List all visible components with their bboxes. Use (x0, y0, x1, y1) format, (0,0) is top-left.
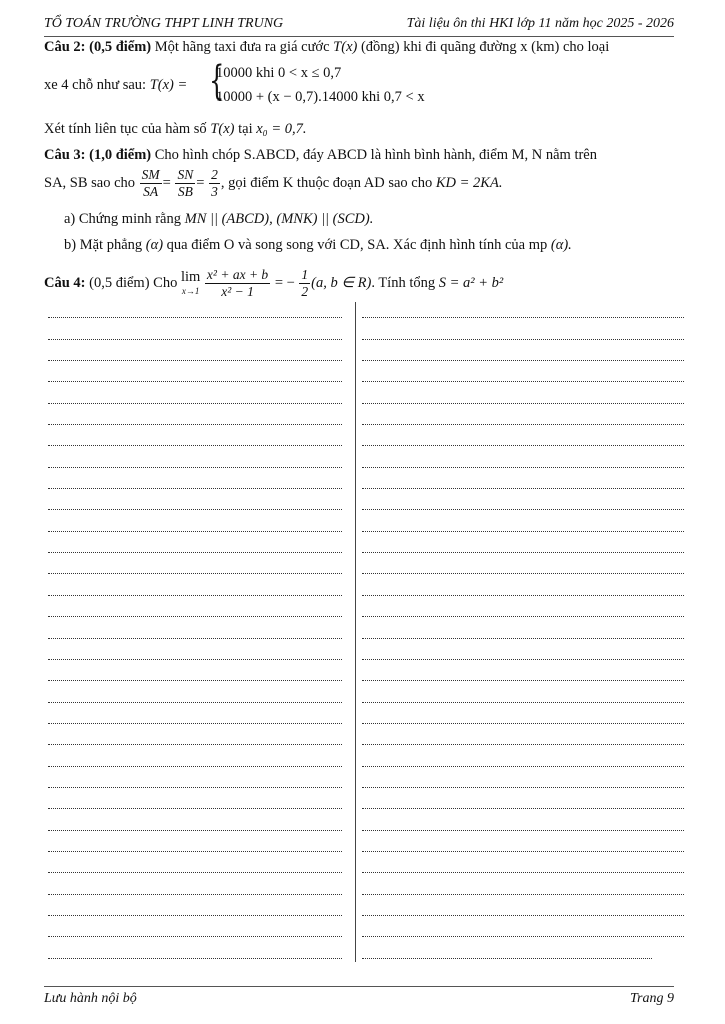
answer-dotted-line (362, 876, 684, 897)
answer-dotted-line (48, 513, 342, 534)
answer-dotted-line (48, 364, 342, 385)
q2-fn: T(x) (333, 39, 358, 55)
answer-dotted-line (362, 642, 684, 663)
q2-case2: 10000 + (x − 0,7).14000 khi 0,7 < x (216, 89, 425, 105)
answer-dotted-line (48, 898, 342, 919)
answer-area (48, 300, 688, 965)
answer-dotted-line (362, 428, 684, 449)
answer-dotted-line (362, 407, 684, 428)
answer-dotted-line (48, 428, 342, 449)
q3-b-alpha: (α) (145, 237, 164, 253)
q3-b-label: b) (64, 237, 77, 253)
answer-dotted-line (48, 770, 342, 791)
answer-dotted-line (362, 748, 684, 769)
answer-dotted-line (362, 940, 652, 961)
answer-column-left (48, 300, 342, 962)
answer-dotted-line (48, 940, 342, 961)
answer-dotted-line (48, 748, 342, 769)
answer-dotted-line (362, 898, 684, 919)
q4-sum: S = a² + b² (438, 274, 504, 291)
q2-line2 (44, 75, 187, 95)
answer-dotted-line (48, 855, 342, 876)
piecewise-brace: { (209, 58, 225, 104)
q2-text2: xe 4 chỗ như sau: (44, 77, 147, 93)
answer-dotted-line (48, 812, 342, 833)
q4-pts: (0,5 điểm) Cho (89, 274, 178, 291)
frac-sn-sb: $\frac{SN}{SB}$ (177, 167, 194, 199)
answer-dotted-line (362, 770, 684, 791)
answer-dotted-line (362, 919, 684, 940)
q2-label: Câu 2: (0,5 điểm) (44, 39, 152, 55)
answer-dotted-line (362, 727, 684, 748)
q2-text1a: Một hãng taxi đưa ra giá cước (154, 39, 330, 55)
page-header (44, 14, 674, 37)
answer-dotted-line (362, 834, 684, 855)
q3-text2a: SA, SB sao cho (44, 174, 136, 191)
answer-dotted-line (48, 300, 342, 321)
q3-a-math: MN || (ABCD), (MNK) || (SCD). (184, 211, 374, 227)
q3-kd: KD = 2KA. (435, 174, 503, 191)
q4-label: Câu 4: (44, 274, 86, 291)
answer-dotted-line (362, 513, 684, 534)
answer-dotted-line (48, 876, 342, 897)
answer-dotted-line (362, 620, 684, 641)
answer-dotted-line (48, 471, 342, 492)
q3-part-b (64, 235, 572, 255)
q2-fn-eq: T(x) = (149, 77, 188, 93)
q3-text1: Cho hình chóp S.ABCD, đáy ABCD là hình bình hành, điểm M, N nằm trên (154, 147, 597, 163)
q2-case1: 10000 khi 0 < x ≤ 0,7 (216, 65, 342, 81)
q2-text3b: tại (238, 121, 253, 137)
q3-part-a (64, 209, 373, 229)
answer-dotted-line (362, 364, 684, 385)
q3-line2: SA, SB sao cho $\frac{SM}{SA}$ = $\frac{SN}{SB}$ = $\frac{2}{3}$ , gọi điểm K thuộc đoạn AD sao cho KD = 2KA. (44, 167, 503, 199)
answer-dotted-line (362, 535, 684, 556)
q4-text: . Tính tổng (371, 274, 436, 291)
answer-dotted-line (362, 321, 684, 342)
answer-dotted-line (48, 492, 342, 513)
answer-dotted-line (362, 343, 684, 364)
q3-a-label: a) (64, 211, 76, 227)
answer-dotted-line (48, 727, 342, 748)
answer-dotted-line (48, 407, 342, 428)
column-divider (355, 302, 356, 962)
answer-dotted-line (48, 706, 342, 727)
q3-label: Câu 3: (1,0 điểm) (44, 147, 152, 163)
answer-dotted-line (362, 492, 684, 513)
header-school: TỔ TOÁN TRƯỜNG THPT LINH TRUNG (44, 16, 284, 31)
limit-operator: lim x→1 (180, 268, 201, 296)
q2-text3a: Xét tính liên tục của hàm số (44, 121, 207, 137)
answer-dotted-line (362, 706, 684, 727)
answer-column-right (362, 300, 684, 962)
answer-dotted-line (362, 449, 684, 470)
answer-dotted-line (48, 663, 342, 684)
q2-line1 (44, 37, 609, 57)
answer-dotted-line (48, 620, 342, 641)
answer-dotted-line (48, 535, 342, 556)
q3-b-text2: qua điểm O và song song với CD, SA. Xác định hình tính của mp (166, 237, 548, 253)
q3-a-text: Chứng minh rằng (78, 211, 181, 227)
answer-dotted-line (48, 599, 342, 620)
answer-dotted-line (48, 684, 342, 705)
answer-dotted-line (48, 642, 342, 663)
q4-line (44, 267, 503, 300)
q3-b-alpha2: (α). (550, 237, 572, 253)
q3-line1 (44, 145, 597, 165)
answer-dotted-line (362, 684, 684, 705)
header-title: Tài liệu ôn thi HKI lớp 11 năm học 2025 - 2026 (406, 16, 674, 31)
answer-dotted-line (48, 919, 342, 940)
answer-dotted-line (48, 385, 342, 406)
q2-x0: x₀ = 0,7. (256, 121, 307, 137)
answer-dotted-line (362, 599, 684, 620)
answer-dotted-line (362, 791, 684, 812)
page-footer (44, 986, 674, 1009)
answer-dotted-line (362, 663, 684, 684)
answer-dotted-line (362, 812, 684, 833)
q2-line3 (44, 119, 307, 139)
answer-dotted-line (48, 791, 342, 812)
frac-sm-sa: $\frac{SM}{SA}$ (141, 167, 160, 199)
answer-dotted-line (48, 449, 342, 470)
q4-cond: (a, b ∈ R) (311, 274, 372, 291)
answer-dotted-line (362, 385, 684, 406)
page-number: Trang 9 (630, 991, 674, 1006)
answer-dotted-line (48, 343, 342, 364)
answer-dotted-line (48, 321, 342, 342)
answer-dotted-line (362, 577, 684, 598)
answer-dotted-line (48, 577, 342, 598)
answer-dotted-line (362, 471, 684, 492)
limit-fraction: $\frac{\text{x² + ax + b}}{\text{x² − 1}}$ (206, 267, 269, 299)
answer-dotted-line (362, 556, 684, 577)
q2-fn-2: T(x) (210, 121, 235, 137)
answer-dotted-line (362, 855, 684, 876)
frac-half: $\frac{1}{2}$ (301, 267, 309, 299)
answer-dotted-line (48, 556, 342, 577)
frac-two-thirds: $\frac{2}{3}$ (211, 167, 218, 199)
q4-eq: = − (274, 274, 295, 291)
answer-dotted-line (362, 300, 684, 321)
q3-b-text1: Mặt phẳng (79, 237, 143, 253)
footer-note: Lưu hành nội bộ (44, 991, 137, 1006)
q2-text1b: (đồng) khi đi quãng đường x (km) cho loại (360, 39, 610, 55)
answer-dotted-line (48, 834, 342, 855)
q3-text2b: , gọi điểm K thuộc đoạn AD sao cho (220, 174, 433, 191)
